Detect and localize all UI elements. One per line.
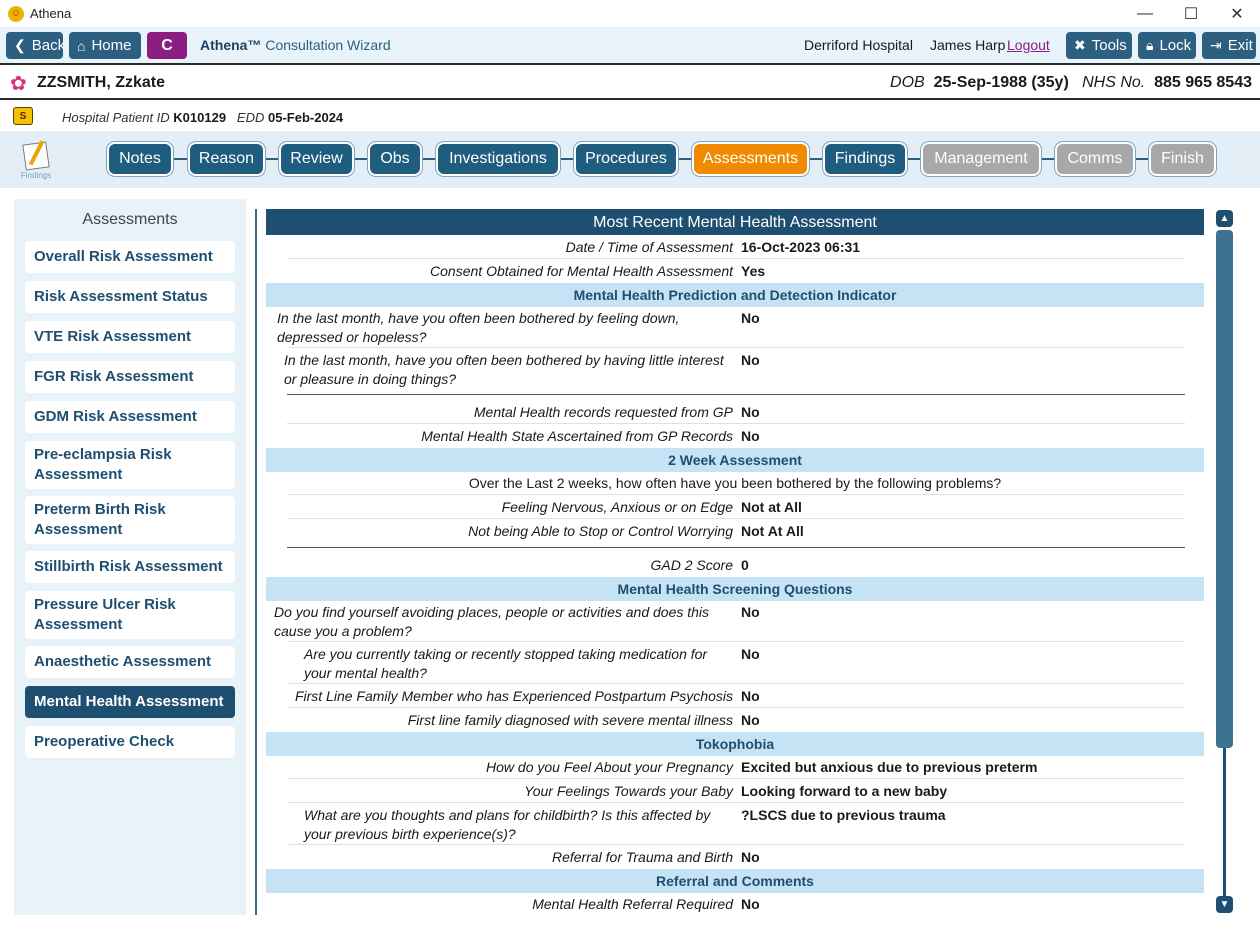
group-separator xyxy=(287,547,1185,548)
sidebar-title: Assessments xyxy=(82,211,178,228)
sidebar-item-pressure-ulcer[interactable]: Pressure Ulcer Risk Assessment xyxy=(25,591,235,639)
wizard-title xyxy=(200,37,391,53)
exit-icon: ⇥ xyxy=(1210,37,1222,53)
severe-illness-value: No xyxy=(741,712,760,728)
tab-assessments[interactable]: Assessments xyxy=(692,142,809,176)
tab-finish[interactable]: Finish xyxy=(1149,142,1216,176)
athena-logo-icon: ☺ xyxy=(8,6,24,22)
q2-value: No xyxy=(741,352,760,368)
back-label: Back xyxy=(31,37,66,54)
section-two-week: 2 Week Assessment xyxy=(266,448,1204,472)
row-separator xyxy=(287,258,1185,259)
hospital-id-value: K010129 xyxy=(173,110,227,125)
section-referral-comments: Referral and Comments xyxy=(266,869,1204,893)
gp-requested-value: No xyxy=(741,404,760,420)
tab-notes[interactable]: Notes xyxy=(107,142,173,176)
patient-demographics xyxy=(890,74,1252,92)
patient-banner xyxy=(0,65,1260,100)
tools-button[interactable] xyxy=(1066,32,1132,59)
avoid-value: No xyxy=(741,604,760,620)
tab-comms[interactable]: Comms xyxy=(1055,142,1135,176)
row-separator xyxy=(287,802,1185,803)
row-separator xyxy=(287,423,1185,424)
nav-icon-label: Findings xyxy=(20,171,52,180)
sidebar-item-preoperative[interactable]: Preoperative Check xyxy=(25,726,235,758)
pregnancy-feel-value: Excited but anxious due to previous preterm xyxy=(741,759,1038,775)
panel-title: Most Recent Mental Health Assessment xyxy=(266,209,1204,235)
home-button[interactable] xyxy=(69,32,141,59)
medication-label: Are you currently taking or recently stopped taking medication for your mental health? xyxy=(304,646,708,681)
home-icon: ⌂ xyxy=(77,37,86,54)
findings-pad-icon xyxy=(17,143,55,183)
dob-value: 25-Sep-1988 (35y) xyxy=(933,74,1069,91)
sidebar-item-stillbirth[interactable]: Stillbirth Risk Assessment xyxy=(25,551,235,583)
tab-management[interactable]: Management xyxy=(921,142,1041,176)
worry-value: Not At All xyxy=(741,523,804,539)
app-name: Athena™ xyxy=(200,37,262,53)
section-tokophobia: Tokophobia xyxy=(266,732,1204,756)
back-button[interactable] xyxy=(6,32,66,59)
tools-label: Tools xyxy=(1091,37,1127,54)
row-separator xyxy=(287,641,1185,642)
consent-value: Yes xyxy=(741,263,766,279)
lock-icon: 🔒︎ xyxy=(1146,37,1154,53)
medication-value: No xyxy=(741,646,760,662)
worry-label: Not being Able to Stop or Control Worrying xyxy=(468,523,733,539)
trauma-referral-label: Referral for Trauma and Birth xyxy=(551,849,733,865)
tab-investigations[interactable]: Investigations xyxy=(436,142,560,176)
wizard-name: Consultation Wizard xyxy=(265,37,391,53)
edd-value: 05-Feb-2024 xyxy=(268,110,344,125)
q1-label: In the last month, have you often been bothered by feeling down, depressed or hopeless? xyxy=(277,310,680,345)
patient-ids xyxy=(62,110,343,125)
childbirth-plans-label: What are you thoughts and plans for childbirth? Is this affected by your previous birth experience(s)? xyxy=(304,807,711,842)
avoid-label: Do you find yourself avoiding places, people or activities and does this cause you a problem? xyxy=(274,604,710,639)
chevron-down-icon: ▼ xyxy=(1219,899,1230,910)
exit-label: Exit xyxy=(1227,37,1253,54)
baby-feel-label: Your Feelings Towards your Baby xyxy=(524,783,733,799)
minimize-button[interactable]: — xyxy=(1137,4,1153,22)
user-name: James Harp xyxy=(930,37,1006,53)
nervous-label: Feeling Nervous, Anxious or on Edge xyxy=(501,499,733,515)
sidebar-item-gdm-risk[interactable]: GDM Risk Assessment xyxy=(25,401,235,433)
section-prediction-detection: Mental Health Prediction and Detection Indicator xyxy=(266,283,1204,307)
nhs-label: NHS No. xyxy=(1082,74,1146,91)
section-screening: Mental Health Screening Questions xyxy=(266,577,1204,601)
baby-feel-value: Looking forward to a new baby xyxy=(741,783,948,799)
edd-label: EDD xyxy=(236,110,265,125)
flower-icon: ✿ xyxy=(10,73,27,95)
main-toolbar xyxy=(0,27,1260,65)
tab-procedures[interactable]: Procedures xyxy=(574,142,678,176)
wizard-nav xyxy=(0,131,1260,188)
row-separator xyxy=(287,518,1185,519)
pregnancy-feel-label: How do you Feel About your Pregnancy xyxy=(486,759,733,775)
group-separator xyxy=(287,394,1185,395)
mh-referral-value: No xyxy=(741,896,760,912)
patient-id-bar xyxy=(0,100,1260,131)
q2-label: In the last month, have you often been bothered by having little interest or pleasure in doing things? xyxy=(284,352,724,387)
sidebar-item-pre-eclampsia[interactable]: Pre-eclampsia Risk Assessment xyxy=(25,441,235,489)
date-label: Date / Time of Assessment xyxy=(565,239,733,255)
tab-reason[interactable]: Reason xyxy=(188,142,265,176)
scroll-up-button[interactable] xyxy=(1216,210,1233,227)
two-week-question: Over the Last 2 weeks, how often have you been bothered by the following problems? xyxy=(468,475,1002,491)
sidebar-item-overall-risk[interactable]: Overall Risk Assessment xyxy=(25,241,235,273)
patient-name: ZZSMITH, Zzkate xyxy=(37,74,166,91)
window-title: Athena xyxy=(30,6,72,21)
panel-divider xyxy=(255,209,257,915)
tools-icon: ✖ xyxy=(1074,37,1086,53)
maximize-button[interactable]: ☐ xyxy=(1183,5,1199,23)
childbirth-plans-value: ?LSCS due to previous trauma xyxy=(741,807,946,823)
row-separator xyxy=(287,844,1185,845)
mh-referral-label: Mental Health Referral Required xyxy=(532,896,733,912)
gp-state-value: No xyxy=(741,428,760,444)
gad-value: 0 xyxy=(741,557,749,573)
window-controls xyxy=(1122,0,1260,27)
gp-requested-label: Mental Health records requested from GP xyxy=(473,404,733,420)
dob-label: DOB xyxy=(890,74,925,91)
severe-illness-label: First line family diagnosed with severe mental illness xyxy=(407,712,733,728)
nhs-value: 885 965 8543 xyxy=(1154,74,1252,91)
assessment-panel xyxy=(266,209,1204,915)
lock-button[interactable] xyxy=(1138,32,1196,59)
chevron-left-icon: ❮ xyxy=(14,37,26,53)
row-separator xyxy=(287,494,1185,495)
sidebar-item-vte-risk[interactable]: VTE Risk Assessment xyxy=(25,321,235,353)
lock-label: Lock xyxy=(1159,37,1192,54)
exit-button[interactable] xyxy=(1202,32,1256,59)
scrollbar-thumb[interactable] xyxy=(1216,230,1233,748)
sidebar-item-fgr-risk[interactable]: FGR Risk Assessment xyxy=(25,361,235,393)
sidebar-item-risk-status[interactable]: Risk Assessment Status xyxy=(25,281,235,313)
gp-state-label: Mental Health State Ascertained from GP Records xyxy=(421,428,733,444)
close-window-button[interactable]: ✕ xyxy=(1230,5,1244,23)
hospital-id-label: Hospital Patient ID xyxy=(62,110,170,125)
row-separator xyxy=(287,347,1185,348)
row-separator xyxy=(287,707,1185,708)
tab-obs[interactable]: Obs xyxy=(368,142,422,176)
chevron-up-icon: ▲ xyxy=(1219,213,1230,224)
assessments-sidebar xyxy=(14,199,246,915)
home-label: Home xyxy=(91,37,132,54)
sidebar-item-mental-health[interactable]: Mental Health Assessment xyxy=(25,686,235,718)
psychosis-label: First Line Family Member who has Experienced Postpartum Psychosis xyxy=(294,688,733,704)
s-badge-icon[interactable]: S xyxy=(13,107,33,125)
psychosis-value: No xyxy=(741,688,760,704)
logout-link[interactable]: Logout xyxy=(1007,37,1050,53)
row-separator xyxy=(287,683,1185,684)
tab-review[interactable]: Review xyxy=(279,142,354,176)
nervous-value: Not at All xyxy=(741,499,802,515)
gad-label: GAD 2 Score xyxy=(650,557,733,573)
scroll-down-button[interactable] xyxy=(1216,896,1233,913)
consent-label: Consent Obtained for Mental Health Assessment xyxy=(430,263,733,279)
trauma-referral-value: No xyxy=(741,849,760,865)
q1-value: No xyxy=(741,310,760,326)
row-separator xyxy=(287,778,1185,779)
tab-findings[interactable]: Findings xyxy=(823,142,907,176)
hospital-name: Derriford Hospital xyxy=(804,37,913,53)
sidebar-item-preterm-birth[interactable]: Preterm Birth Risk Assessment xyxy=(25,496,235,544)
date-value: 16-Oct-2023 06:31 xyxy=(741,239,861,255)
c-button[interactable]: C xyxy=(147,32,187,59)
window-titlebar xyxy=(0,0,1260,27)
sidebar-item-anaesthetic[interactable]: Anaesthetic Assessment xyxy=(25,646,235,678)
